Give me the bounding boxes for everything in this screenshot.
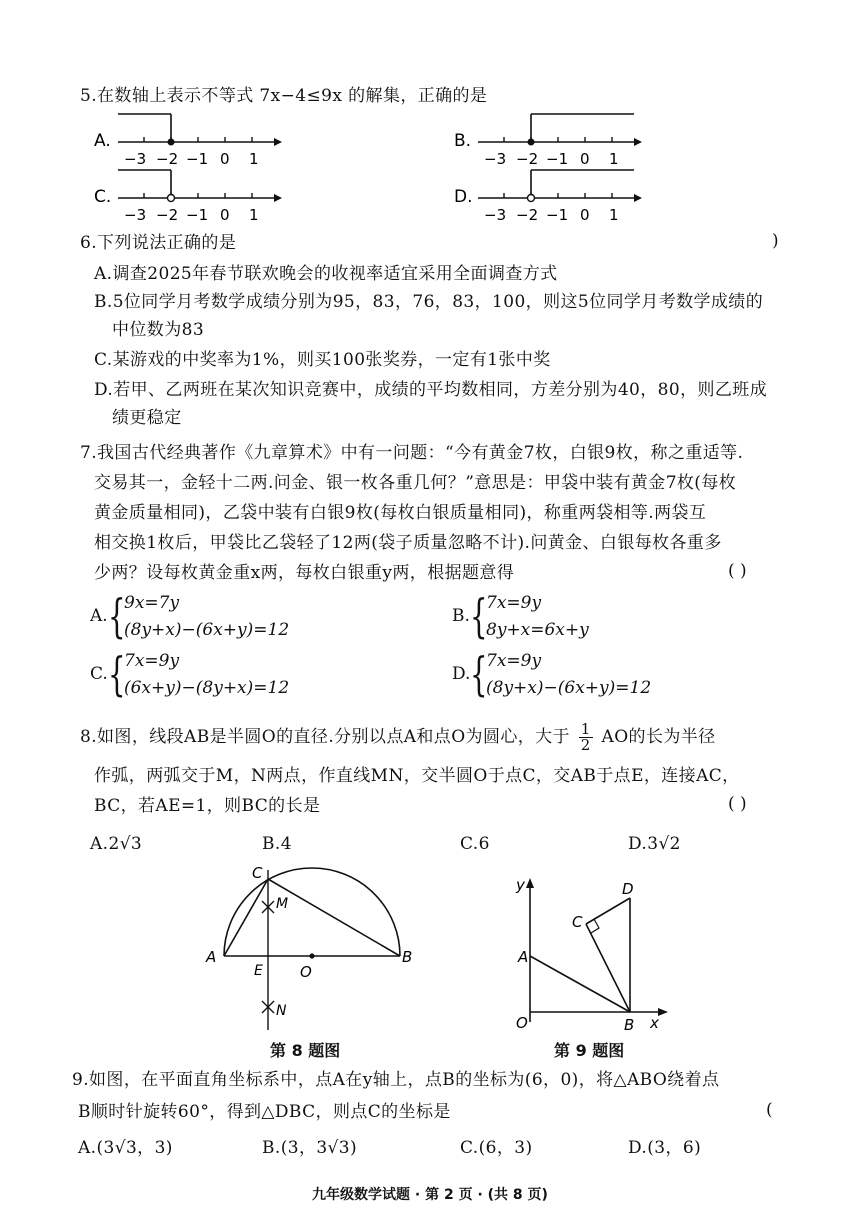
fig8-label-m: M	[276, 896, 289, 912]
q8-stem-line1	[80, 722, 716, 753]
q5-a-tick-1: 1	[249, 150, 259, 168]
q5-label-a: A.	[94, 131, 111, 151]
svg-text:0: 0	[220, 206, 230, 220]
q7-option-c-label: C.	[90, 664, 108, 684]
q8-stem-line1-b: AO的长为半径	[601, 727, 716, 747]
fig8-semicircle-arc	[224, 868, 400, 956]
q8-option-d: D.3√2	[628, 834, 681, 854]
q7-option-c-eq1: 7x=9y	[124, 651, 180, 671]
figure-9-diagram	[500, 872, 680, 1034]
q7-stem-line1: 7.我国古代经典著作《九章算术》中有一问题：“今有黄金7枚，白银9枚，称之重适等.	[80, 443, 744, 463]
fig8-label-e: E	[254, 963, 263, 979]
q5-a-tick-m3: −3	[124, 150, 147, 168]
q5-number-lines	[94, 110, 814, 220]
q6-option-b-line2: 中位数为83	[112, 320, 205, 340]
svg-text:−1: −1	[546, 150, 569, 168]
q5-option-d-number-line	[454, 170, 642, 220]
q5-option-c-number-line	[94, 170, 282, 220]
page-footer: 九年级数学试题 · 第 2 页 · (共 8 页)	[312, 1187, 548, 1203]
svg-text:−2: −2	[516, 206, 539, 220]
fig8-label-o: O	[300, 963, 312, 981]
q7-option-b-eq1: 7x=9y	[486, 593, 542, 613]
fig8-label-c: C	[252, 864, 263, 882]
svg-text:0: 0	[580, 150, 590, 168]
q8-answer-paren: ( )	[728, 794, 747, 814]
q6-answer-paren: )	[772, 231, 779, 251]
q6-option-a: A.调查2025年春节联欢晚会的收视率适宜采用全面调查方式	[94, 264, 558, 284]
q6-option-d-line1: D.若甲、乙两班在某次知识竞赛中，成绩的平均数相同，方差分别为40，80，则乙班成	[94, 380, 768, 400]
left-brace-icon: {	[108, 589, 126, 643]
q7-option-a-eq1: 9x=7y	[124, 593, 180, 613]
figure-8-diagram	[196, 860, 436, 1032]
q8-option-a: A.2√3	[90, 834, 143, 854]
q7-stem-line3: 黄金质量相同)，乙袋中装有白银9枚(每枚白银质量相同)，称重两袋相等.两袋互	[94, 503, 707, 523]
left-brace-icon: {	[108, 647, 126, 701]
fig9-segment-ab	[530, 956, 630, 1012]
fig9-label-a: A	[518, 948, 529, 966]
q8-stem-line2: 作弧，两弧交于M，N两点，作直线MN，交半圆O于点C，交AB于点E，连接AC，	[94, 766, 740, 786]
fig9-label-x: x	[650, 1014, 659, 1032]
q8-option-c: C.6	[460, 834, 490, 854]
q8-stem-line1-a: 8.如图，线段AB是半圆O的直径.分别以点A和点O为圆心，大于	[80, 727, 570, 747]
q7-stem-line2: 交易其一，金轻十二两.问金、银一枚各重几何？”意思是：甲袋中装有黄金7枚(每枚	[94, 473, 737, 493]
q7-option-c-eq2: (6x+y)−(8y+x)=12	[124, 678, 290, 698]
q7-option-c	[90, 648, 390, 702]
figure-8-caption: 第 8 题图	[270, 1041, 341, 1060]
fig9-label-b: B	[624, 1016, 635, 1034]
svg-text:−1: −1	[186, 206, 209, 220]
fig8-center-o	[309, 953, 314, 958]
q7-option-a-label: A.	[90, 606, 108, 626]
q8-option-b: B.4	[262, 834, 292, 854]
q8-stem-line3: BC，若AE=1，则BC的长是	[94, 796, 321, 816]
q7-option-b	[452, 590, 752, 644]
q7-option-a	[90, 590, 390, 644]
svg-text:0: 0	[580, 206, 590, 220]
q6-option-c: C.某游戏的中奖率为1%，则买100张奖券，一定有1张中奖	[94, 350, 551, 370]
q5-option-b-number-line	[454, 114, 642, 168]
q6-stem: 6.下列说法正确的是	[80, 233, 237, 253]
q7-option-d-label: D.	[452, 664, 471, 684]
fig8-label-n: N	[276, 1003, 287, 1019]
q9-answer-paren: (	[766, 1100, 773, 1120]
q7-answer-paren: ( )	[728, 561, 747, 581]
q9-stem-line2: B顺时针旋转60°，得到△DBC，则点C的坐标是	[78, 1102, 451, 1122]
left-brace-icon: {	[470, 589, 488, 643]
figure-9-caption: 第 9 题图	[554, 1041, 625, 1060]
fig9-segment-dc	[586, 898, 630, 924]
q8-fraction-numerator: 1	[580, 720, 591, 738]
q5-a-tick-m1: −1	[186, 150, 209, 168]
q5-a-tick-m2: −2	[156, 150, 179, 168]
q7-stem-line4: 相交换1枚后，甲袋比乙袋轻了12两(袋子质量忽略不计).问黄金、白银每枚各重多	[94, 533, 722, 553]
q8-fraction-denominator: 2	[580, 736, 591, 754]
svg-text:−3: −3	[484, 206, 507, 220]
q7-stem-line5: 少两？设每枚黄金重x两，每枚白银重y两，根据题意得	[94, 563, 515, 583]
svg-text:1: 1	[609, 150, 619, 168]
fig8-label-a: A	[206, 948, 217, 966]
q9-option-b: B.(3，3√3)	[262, 1138, 358, 1158]
q5-label-b: B.	[454, 131, 472, 151]
q5-label-c: C.	[94, 187, 112, 207]
q7-option-b-eq2: 8y+x=6x+y	[486, 620, 589, 640]
q6-option-d-line2: 绩更稳定	[112, 408, 182, 428]
q7-option-d	[452, 648, 752, 702]
q8-fraction	[579, 722, 593, 753]
q5-label-d: D.	[454, 187, 473, 207]
q7-option-d-eq2: (8y+x)−(6x+y)=12	[486, 678, 652, 698]
q5-a-tick-0: 0	[220, 150, 230, 168]
q9-option-c: C.(6，3)	[460, 1138, 533, 1158]
q9-stem-line1: 9.如图，在平面直角坐标系中，点A在y轴上，点B的坐标为(6，0)，将△ABO绕着点	[72, 1070, 720, 1090]
fig8-segment-bc	[268, 879, 400, 956]
fig9-label-d: D	[622, 880, 634, 898]
fig9-label-y: y	[516, 876, 525, 894]
svg-text:−2: −2	[156, 206, 179, 220]
svg-text:−1: −1	[546, 206, 569, 220]
fig9-label-c: C	[572, 913, 583, 931]
fig8-segment-ac	[224, 879, 268, 956]
svg-text:−3: −3	[124, 206, 147, 220]
svg-text:−3: −3	[484, 150, 507, 168]
q5-option-a-number-line	[94, 114, 282, 168]
q6-option-b-line1: B.5位同学月考数学成绩分别为95，83，76，83，100，则这5位同学月考数学成绩的	[94, 292, 764, 312]
q9-option-d: D.(3，6)	[628, 1138, 702, 1158]
fig8-label-b: B	[402, 948, 413, 966]
svg-text:−2: −2	[516, 150, 539, 168]
svg-text:1: 1	[249, 206, 259, 220]
left-brace-icon: {	[470, 647, 488, 701]
fig9-label-o: O	[516, 1014, 528, 1032]
q5-stem: 5.在数轴上表示不等式 7x−4≤9x 的解集，正确的是	[80, 86, 488, 106]
q9-option-a: A.(3√3，3)	[78, 1138, 173, 1158]
q7-option-d-eq1: 7x=9y	[486, 651, 542, 671]
q7-option-a-eq2: (8y+x)−(6x+y)=12	[124, 620, 290, 640]
svg-text:1: 1	[609, 206, 619, 220]
q7-option-b-label: B.	[452, 606, 470, 626]
